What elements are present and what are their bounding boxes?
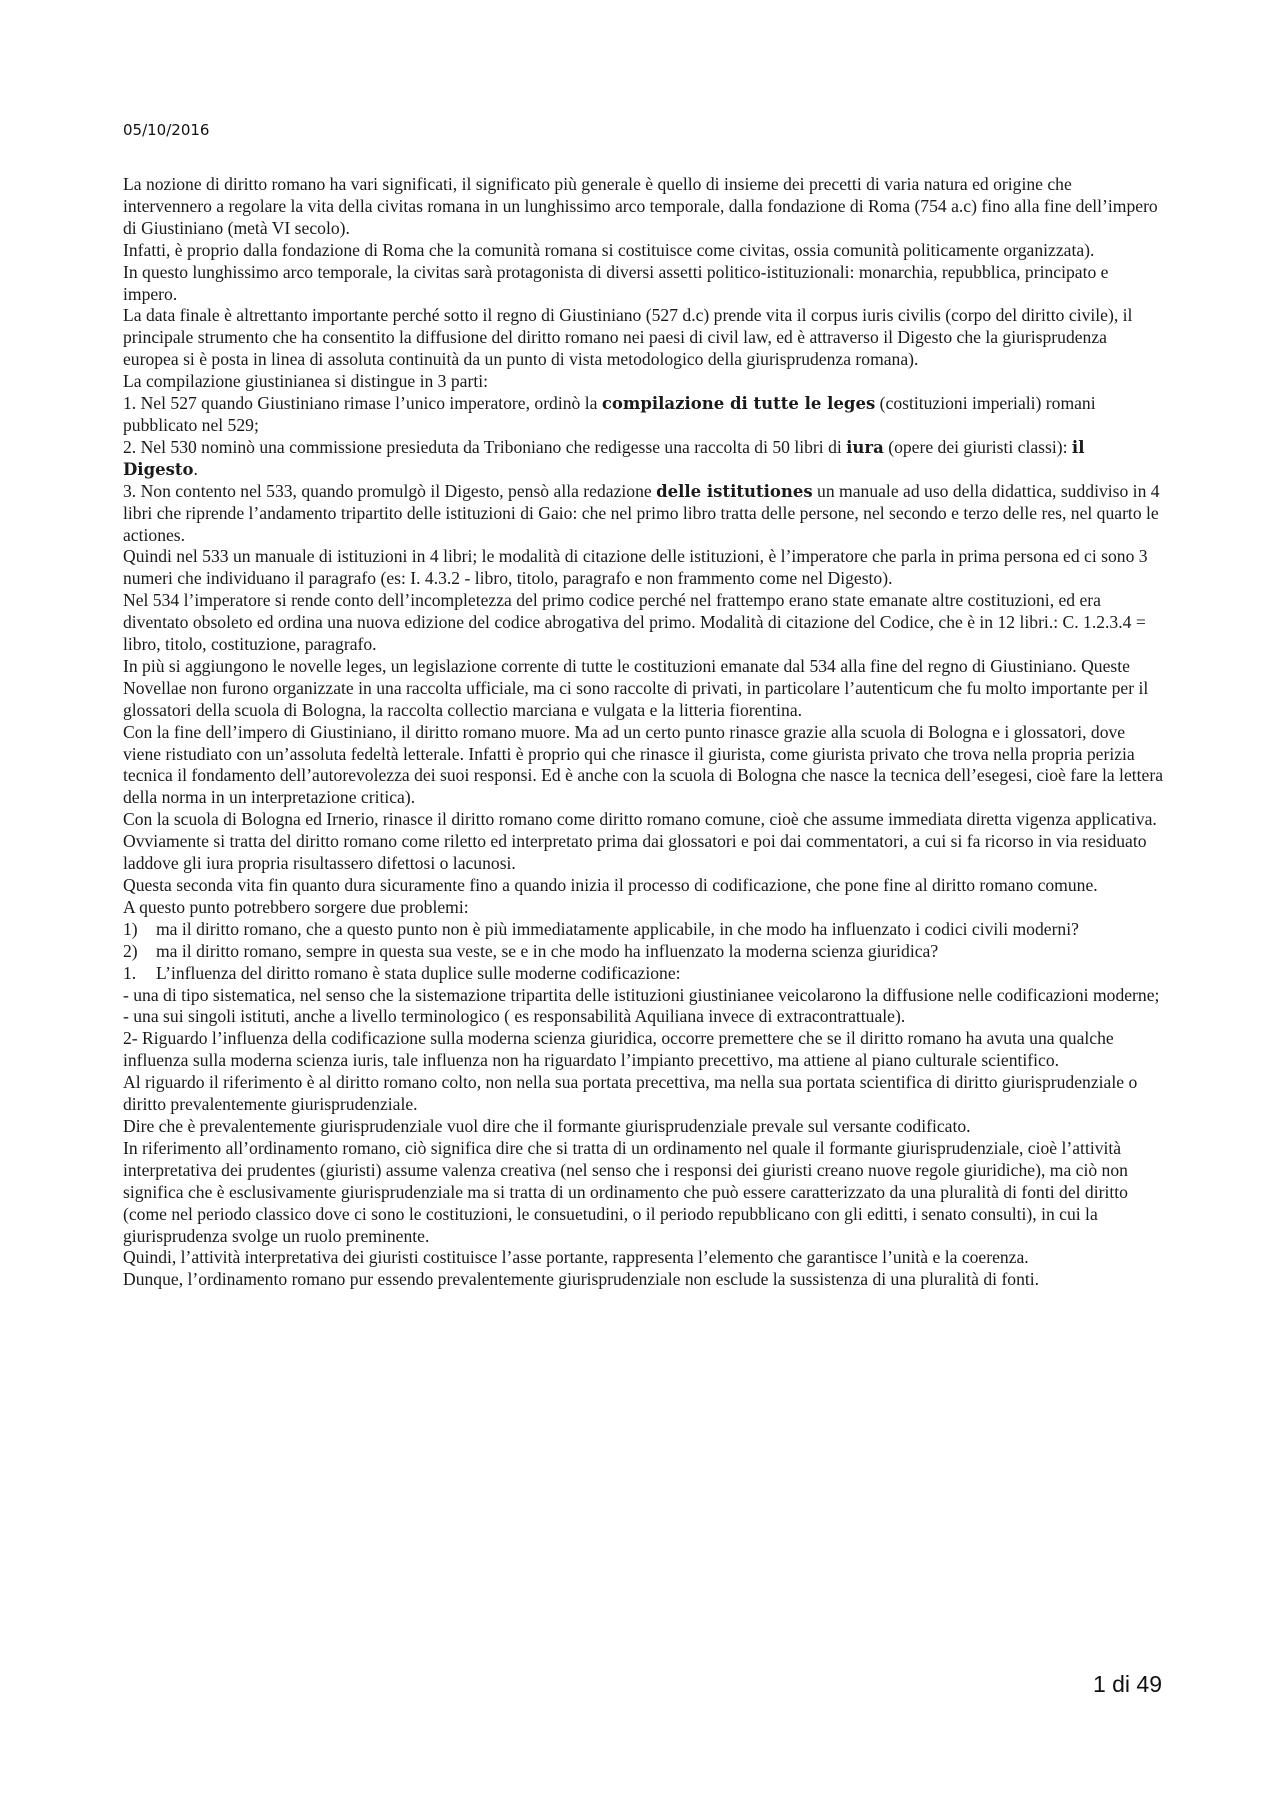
bold-term: iura [846,437,884,457]
list-item-compilation: 1. Nel 527 quando Giustiniano rimase l’unico imperatore, ordinò la compilazione di tutte le leges (costituzioni imperiali) romani pubblicato nel 529; [123,393,1096,435]
paragraph: In questo lunghissimo arco temporale, la civitas sarà protagonista di diversi assetti politico-istituzionali: monarchia, repubblica, principato e impero. [123,261,1109,304]
page-number: 1 di 49 [1092,1671,1162,1697]
paragraph: A questo punto potrebbero sorgere due problemi: [123,896,469,917]
paragraph: - una sui singoli istituti, anche a livello terminologico ( es responsabilità Aquiliana invece di extracontrattuale). [123,1006,906,1027]
bold-term: delle istitutiones [656,481,813,501]
paragraph: Al riguardo il riferimento è al diritto romano colto, non nella sua portata precettiva, ma nella sua portata scientifica di diritto giurisprudenziale o diritto prevalentemente giurisprudenziale. [123,1072,1138,1115]
document-date: 05/10/2016 [123,121,210,139]
paragraph: Infatti, è proprio dalla fondazione di Roma che la comunità romana si costituisce come civitas, ossia comunità politicamente organizzata). [123,239,1095,260]
bold-term: compilazione di tutte le leges [601,394,876,414]
paragraph: In riferimento all’ordinamento romano, ciò significa dire che si tratta di un ordinamento nel quale il formante giurisprudenziale, cioè l’attività interpretativa dei prudentes (giuristi) assume valenza creativa (nel senso che i responsi dei giuristi creano nuove regole giuridiche), ma ciò non significa che è esclusivamente giurisprudenziale ma si tratta di un ordinamento che può essere caratterizzato da una pluralità di fonti del diritto (come nel periodo classico dove ci sono le costituzioni, le consuetudini, o il periodo repubblicano con gli editti, i senato consulti), in cui la giurisprudenza svolge un ruolo preminente. [123,1137,1128,1246]
paragraph: Questa seconda vita fin quanto dura sicuramente fino a quando inizia il processo di codificazione, che pone fine al diritto romano comune. [123,875,1098,895]
paragraph: - una di tipo sistematica, nel senso che la sistemazione tripartita delle istituzioni giustinianee veicolarono la diffusione nelle codificazioni moderne; [123,984,1160,1005]
paragraph: Con la scuola di Bologna ed Irnerio, rinasce il diritto romano come diritto romano comune, cioè che assume immediata diretta vigenza applicativa. Ovviamente si tratta del diritto romano come riletto ed interpretato prima dai glossatori e poi dai commentatori, a cui si fa ricorso in via residuato laddove gli iura propria risultassero difettosi o lacunosi. [123,809,1157,874]
bold-term: il Digesto [123,437,1085,479]
paragraph: La compilazione giustinianea si distingue in 3 parti: [123,371,488,392]
paragraph: Quindi, l’attività interpretativa dei giuristi costituisce l’asse portante, rappresenta l’elemento che garantisce l’unità e la coerenza. [123,1247,1029,1268]
paragraph: Nel 534 l’imperatore si rende conto dell’incompletezza del primo codice perché nel frattempo erano state emanate altre costituzioni, ed era diventato obsoleto ed ordina una nuova edizione del codice abrogativa del primo. Modalità di citazione del Codice, che è in 12 libri.: C. 1.2.3.4 = libro, titolo, costituzione, paragrafo. [123,590,1146,655]
paragraph: In più si aggiungono le novelle leges, un legislazione corrente di tutte le costituzioni emanate dal 534 alla fine del regno di Giustiniano. Queste Novellae non furono organizzate in una raccolta ufficiale, ma ci sono raccolte di privati, in particolare l’autenticum che fu molto importante per il glossatori della scuola di Bologna, la raccolta collectio marciana e vulgata e la litteria fiorentina. [123,655,1149,720]
list-item-institutiones: 3. Non contento nel 533, quando promulgò il Digesto, pensò alla redazione delle istitutiones un manuale ad uso della didattica, suddiviso in 4 libri che riprende l’andamento tripartito delle istituzioni di Gaio: che nel primo libro tratta delle persone, nel secondo e terzo delle res, nel quarto le actiones. [123,480,1160,545]
paragraph: 2- Riguardo l’influenza della codificazione sulla moderna scienza giuridica, occorre premettere che se il diritto romano ha avuta una qualche influenza sulla moderna scienza iuris, tale influenza non ha riguardato l’impianto precettivo, ma attiene al piano culturale scientifico. [123,1028,1114,1071]
document-body [123,174,1163,1291]
paragraph: Dire che è prevalentemente giurisprudenziale vuol dire che il formante giurisprudenziale prevale sul versante codificato. [123,1115,971,1136]
numbered-answer-1: 1. L’influenza del diritto romano è stata duplice sulle moderne codificazione: [123,962,681,983]
paragraph: La nozione di diritto romano ha vari significati, il significato più generale è quello di insieme dei precetti di varia natura ed origine che intervennero a regolare la vita della civitas romana in un lunghissimo arco temporale, dalla fondazione di Roma (754 a.c) fino alla fine dell’impero di Giustiniano (metà VI secolo). [123,174,1158,238]
numbered-question-1: 1) ma il diritto romano, che a questo punto non è più immediatamente applicabile, in che modo ha influenzato i codici civili moderni? [123,918,1079,939]
numbered-question-2: 2) ma il diritto romano, sempre in questa sua veste, se e in che modo ha influenzato la moderna scienza giuridica? [123,940,939,961]
paragraph: Quindi nel 533 un manuale di istituzioni in 4 libri; le modalità di citazione delle istituzioni, è l’imperatore che parla in prima persona ed ci sono 3 numeri che individuano il paragrafo (es: I. 4.3.2 - libro, titolo, paragrafo e non frammento come nel Digesto). [123,546,1148,589]
paragraph: La data finale è altrettanto importante perché sotto il regno di Giustiniano (527 d.c) prende vita il corpus iuris civilis (corpo del diritto civile), il principale strumento che ha consentito la diffusione del diritto romano nei paesi di civil law, ed è attraverso il Digesto che la giurisprudenza europea si è posta in linea di assoluta continuità da un punto di vista metodologico della giurisprudenza romana). [123,305,1133,370]
list-item-digest: 2. Nel 530 nominò una commissione presieduta da Triboniano che redigesse una raccolta di 50 libri di iura (opere dei giuristi classi): il Digesto. [123,436,1085,479]
paragraph: Dunque, l’ordinamento romano pur essendo prevalentemente giurisprudenziale non esclude la sussistenza di una pluralità di fonti. [123,1269,1040,1290]
paragraph: Con la fine dell’impero di Giustiniano, il diritto romano muore. Ma ad un certo punto rinasce grazie alla scuola di Bologna e i glossatori, dove viene ristudiato con un’assoluta fedeltà letterale. Infatti è proprio qui che rinasce il giurista, come giurista privato che trova nella propria perizia tecnica il fondamento dell’autorevolezza dei suoi responsi. Ed è anche con la scuola di Bologna che nasce la tecnica dell’esegesi, cioè fare la lettera della norma in un interpretazione critica). [123,721,1164,808]
